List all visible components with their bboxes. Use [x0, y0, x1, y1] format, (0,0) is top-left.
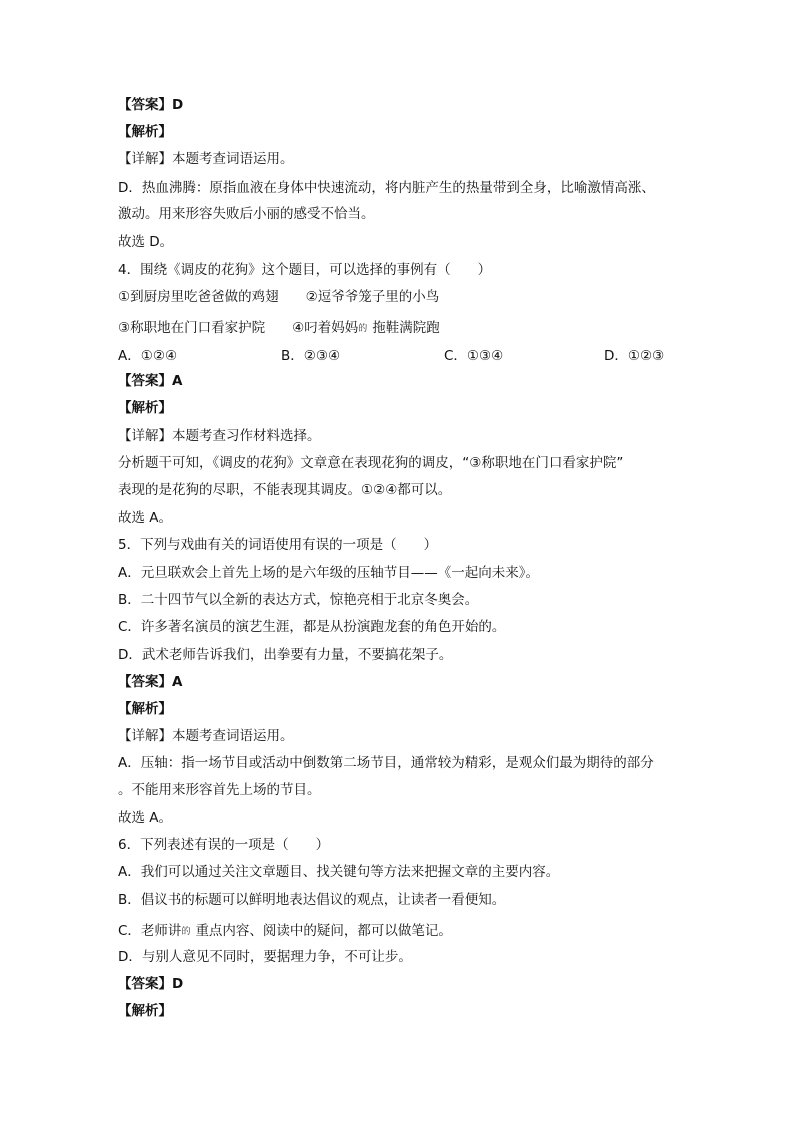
q5-option-d: D．武术老师告诉我们，出拳要有力量，不要搞花架子。 [118, 647, 453, 663]
q6-option-c [118, 921, 452, 941]
analysis-label-q4: 【解析】 [118, 400, 172, 416]
analysis-label-q5: 【解析】 [118, 701, 172, 717]
q5-option-b: B．二十四节气以全新的表达方式，惊艳亮相于北京冬奥会。 [118, 592, 479, 608]
explanation-line: D．热血沸腾：原指血液在身体中快速流动，将内脏产生的热量带到全身，比喻激情高涨、 [118, 180, 655, 196]
question-6-stem: 6．下列表述有误的一项是（ ） [118, 837, 330, 853]
detail-line-q5: 【详解】本题考查词语运用。 [118, 728, 294, 744]
q4-option-b: B．②③④ [281, 348, 341, 364]
explanation-line: A．压轴：指一场节目或活动中倒数第二场节目，通常较为精彩，是观众们最为期待的部分 [118, 755, 654, 771]
analysis-label-q3: 【解析】 [118, 124, 172, 140]
ruby-annotation: 的 [358, 324, 368, 334]
explanation-line: 表现的是花狗的尽职，不能表现其调皮。①②④都可以。 [118, 482, 452, 498]
item-text: 拖鞋满院跑 [372, 320, 440, 336]
option-text: C．老师讲 [118, 923, 182, 939]
choice-line: 故选 D。 [118, 234, 174, 250]
question-5-stem: 5．下列与戏曲有关的词语使用有误的一项是（ ） [118, 537, 438, 553]
answer-label-q6: 【答案】D [118, 976, 184, 992]
question-4-items-row2 [118, 318, 440, 338]
explanation-line: 分析题干可知，《调皮的花狗》文章意在表现花狗的调皮，“③称职地在门口看家护院” [118, 455, 624, 471]
q4-option-c: C．①③④ [444, 348, 504, 364]
detail-line-q4: 【详解】本题考查习作材料选择。 [118, 428, 321, 444]
answer-label-q5: 【答案】A [118, 674, 183, 690]
q6-option-b: B．倡议书的标题可以鲜明地表达倡议的观点，让读者一看便知。 [118, 892, 506, 908]
ruby-annotation: 的 [181, 927, 191, 937]
answer-label-q4: 【答案】A [118, 373, 183, 389]
q4-option-d: D．①②③ [604, 348, 665, 364]
detail-line-q3: 【详解】本题考查词语运用。 [118, 151, 294, 167]
choice-line: 故选 A。 [118, 810, 173, 826]
item-text: ③称职地在门口看家护院 ④叼着妈妈 [118, 320, 359, 336]
explanation-line: 。不能用来形容首先上场的节目。 [118, 782, 321, 798]
q5-option-c: C．许多著名演员的演艺生涯，都是从扮演跑龙套的角色开始的。 [118, 619, 506, 635]
analysis-label-q6: 【解析】 [118, 1003, 172, 1019]
question-4-stem: 4．围绕《调皮的花狗》这个题目，可以选择的事例有（ ） [118, 262, 492, 278]
option-text: 重点内容、阅读中的疑问，都可以做笔记。 [195, 923, 452, 939]
q5-option-a: A．元旦联欢会上首先上场的是六年级的压轴节目——《一起向未来》。 [118, 565, 539, 581]
choice-line: 故选 A。 [118, 510, 173, 526]
question-4-items-row1: ①到厨房里吃爸爸做的鸡翅 ②逗爷爷笼子里的小鸟 [118, 289, 440, 305]
answer-label-q3: 【答案】D [118, 97, 184, 113]
q6-option-d: D．与别人意见不同时，要据理力争，不可让步。 [118, 949, 412, 965]
q4-option-a: A．①②④ [118, 348, 178, 364]
explanation-line: 激动。用来形容失败后小丽的感受不恰当。 [118, 206, 375, 222]
q6-option-a: A．我们可以通过关注文章题目、找关键句等方法来把握文章的主要内容。 [118, 864, 560, 880]
